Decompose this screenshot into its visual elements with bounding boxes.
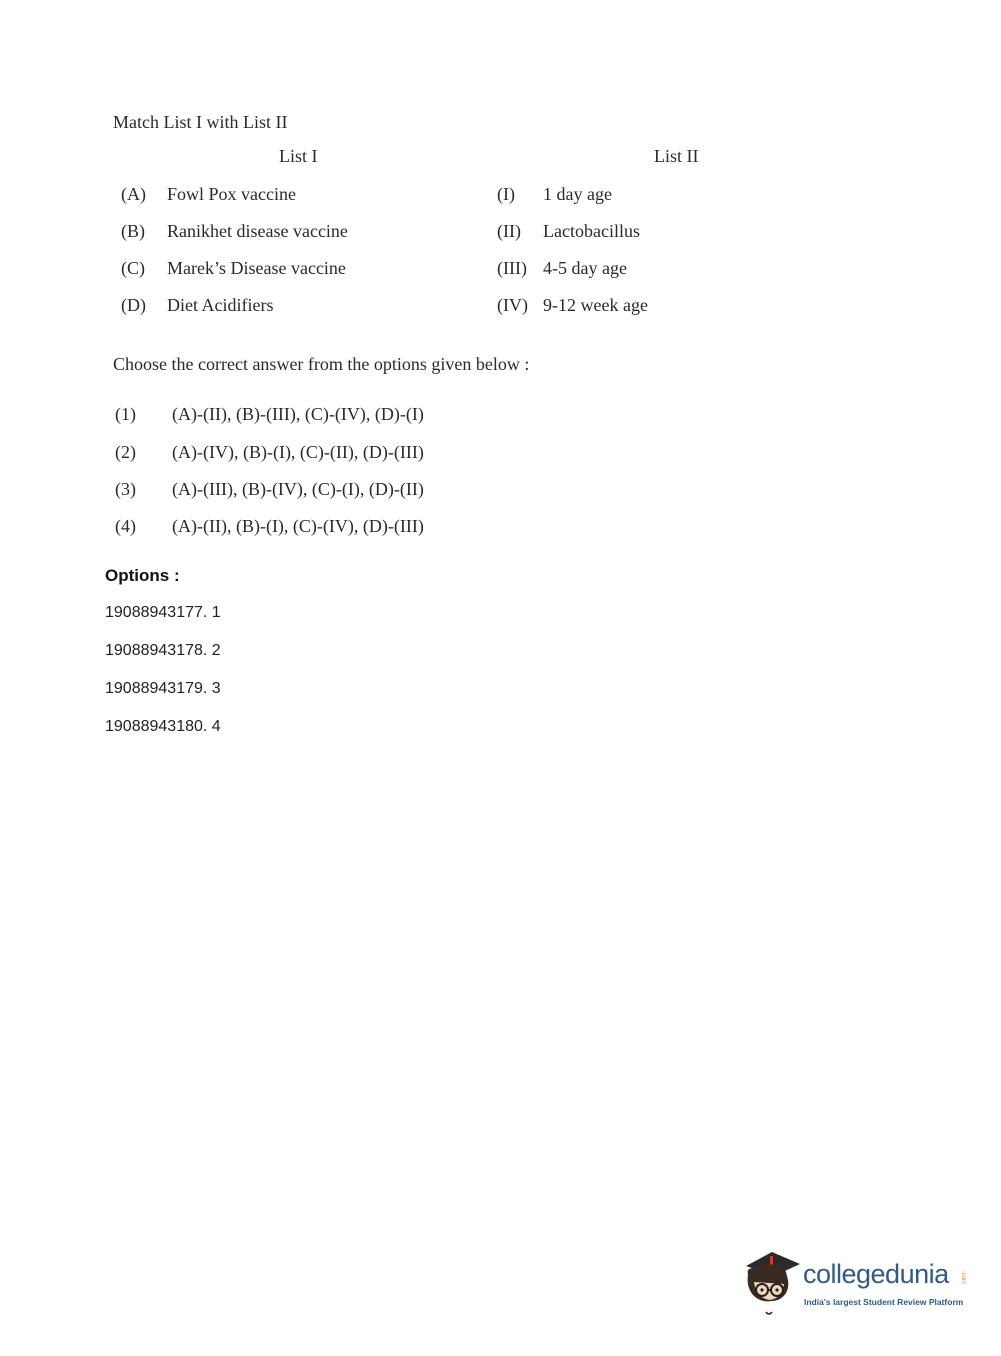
- answer-number: (4): [115, 516, 136, 536]
- logo-name: collegedunia: [803, 1259, 949, 1289]
- options-title: Options :: [105, 566, 180, 585]
- list1-title: List I: [279, 146, 318, 166]
- option-item: 19088943177. 1: [105, 604, 221, 621]
- instruction-text: Choose the correct answer from the options given below :: [113, 354, 530, 374]
- answer-number: (3): [115, 479, 136, 499]
- answer-text: (A)-(II), (B)-(III), (C)-(IV), (D)-(I): [172, 404, 424, 424]
- list1-item-label: (C): [121, 258, 145, 278]
- answer-text: (A)-(IV), (B)-(I), (C)-(II), (D)-(III): [172, 442, 424, 462]
- answer-number: (2): [115, 442, 136, 462]
- mascot-icon: [742, 1250, 804, 1320]
- list2-item-text: 4-5 day age: [543, 258, 627, 278]
- list2-item-text: 1 day age: [543, 184, 612, 204]
- list2-title: List II: [654, 146, 699, 166]
- question-heading: Match List I with List II: [113, 112, 288, 132]
- list2-item-text: Lactobacillus: [543, 221, 640, 241]
- collegedunia-logo: [742, 1250, 972, 1320]
- option-item: 19088943179. 3: [105, 680, 221, 697]
- list1-item-label: (A): [121, 184, 146, 204]
- list2-item-label: (III): [497, 258, 527, 278]
- answer-number: (1): [115, 404, 136, 424]
- logo-suffix: .com: [960, 1271, 966, 1285]
- list1-item-text: Fowl Pox vaccine: [167, 184, 296, 204]
- list1-item-label: (B): [121, 221, 145, 241]
- list1-item-label: (D): [121, 295, 146, 315]
- list1-item-text: Diet Acidifiers: [167, 295, 274, 315]
- list1-item-text: Marek’s Disease vaccine: [167, 258, 346, 278]
- option-item: 19088943178. 2: [105, 642, 221, 659]
- answer-text: (A)-(III), (B)-(IV), (C)-(I), (D)-(II): [172, 479, 424, 499]
- list2-item-label: (I): [497, 184, 515, 204]
- answer-text: (A)-(II), (B)-(I), (C)-(IV), (D)-(III): [172, 516, 424, 536]
- list2-item-label: (IV): [497, 295, 528, 315]
- option-item: 19088943180. 4: [105, 718, 221, 735]
- list1-item-text: Ranikhet disease vaccine: [167, 221, 348, 241]
- list2-item-text: 9-12 week age: [543, 295, 648, 315]
- list2-item-label: (II): [497, 221, 521, 241]
- logo-tagline: India's largest Student Review Platform: [804, 1297, 964, 1307]
